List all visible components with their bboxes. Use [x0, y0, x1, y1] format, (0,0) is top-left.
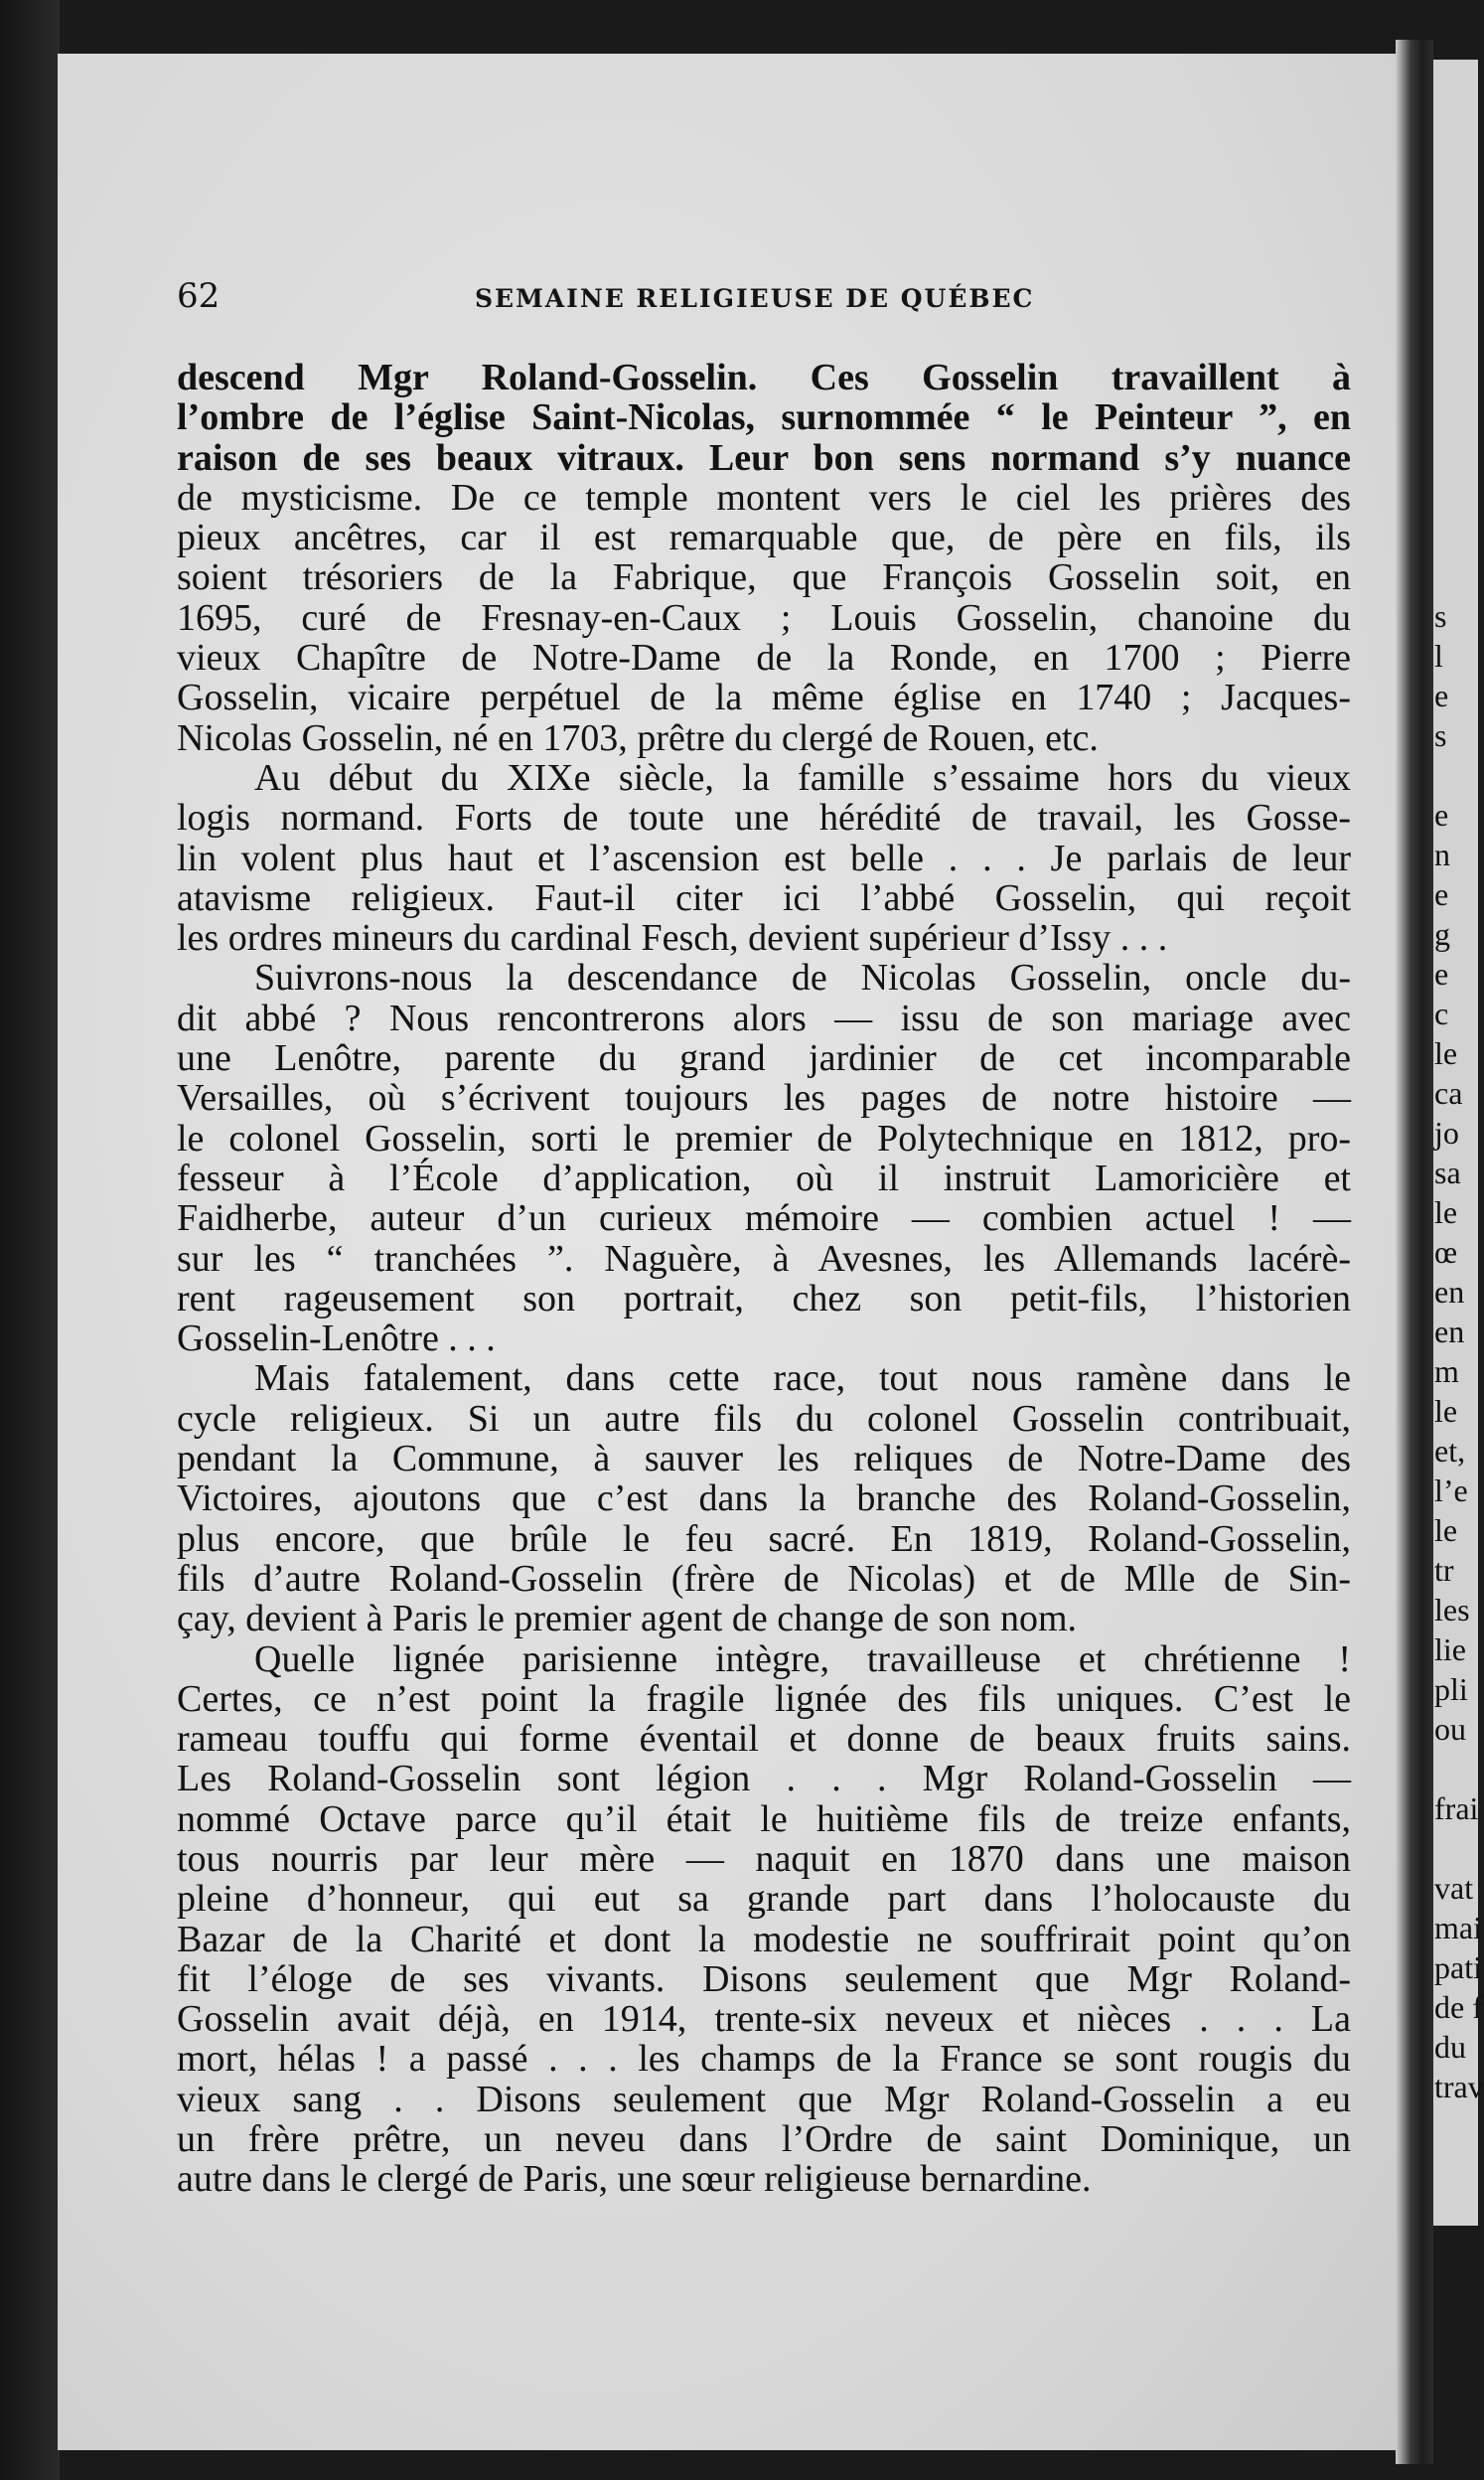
facing-page-fragment: le: [1434, 1194, 1458, 1230]
text-line: nommé Octave parce qu’il était le huitième fils de treize enfants,: [177, 1797, 1351, 1840]
text-line: fesseur à l’École d’application, où il instruit Lamoricière et: [177, 1157, 1351, 1199]
facing-page-fragment: e: [1434, 956, 1449, 992]
text-line: pieux ancêtres, car il est remarquable que, de père en fils, ils: [177, 517, 1351, 559]
facing-page-fragment: en: [1434, 1274, 1465, 1310]
facing-page-fragment: e: [1434, 678, 1449, 713]
text-line: Gosselin, vicaire perpétuel de la même église en 1740 ; Jacques-: [177, 677, 1351, 719]
text-line: rent rageusement son portrait, chez son petit-fils, l’historien: [177, 1277, 1351, 1319]
text-line: le colonel Gosselin, sorti le premier de Polytechnique en 1812, pro-: [177, 1117, 1351, 1160]
text-line: Certes, ce n’est point la fragile lignée des fils uniques. C’est le: [177, 1677, 1351, 1720]
text-line: Faidherbe, auteur d’un curieux mémoire — combien actuel ! —: [177, 1197, 1351, 1240]
facing-page-fragment: en: [1434, 1314, 1465, 1349]
text-line: Mais fatalement, dans cette race, tout nous ramène dans le: [254, 1357, 1351, 1400]
text-line: Versailles, où s’écrivent toujours les pages de notre histoire —: [177, 1077, 1351, 1120]
paragraph: [177, 358, 1351, 758]
text-line: Quelle lignée parisienne intègre, travailleuse et chrétienne !: [254, 1637, 1351, 1680]
facing-page-fragment: [1434, 1749, 1478, 1788]
facing-page-fragment: les: [1434, 1592, 1470, 1628]
text-line: Gosselin avait déjà, en 1914, trente-six neveux et nièces . . . La: [177, 1998, 1351, 2041]
page-header: [177, 276, 1359, 326]
text-line: tous nourris par leur mère — naquit en 1870 dans une maison: [177, 1837, 1351, 1880]
facing-page-fragment: mai: [1434, 1910, 1482, 1945]
facing-page-fragment: s: [1434, 717, 1447, 753]
facing-page-fragment: [1434, 1828, 1478, 1868]
facing-page-fragment: jo: [1434, 1115, 1459, 1151]
text-line: lin volent plus haut et l’ascension est belle . . . Je parlais de leur: [177, 837, 1351, 879]
facing-page-fragment: le: [1434, 1512, 1458, 1548]
text-line: çay, devient à Paris le premier agent de change de son nom.: [177, 1598, 1078, 1640]
facing-page-fragment: s: [1434, 598, 1447, 634]
text-line: Victoires, ajoutons que c’est dans la branche des Roland-Gosselin,: [177, 1477, 1351, 1520]
facing-page-fragment: [1434, 755, 1478, 795]
facing-page-fragment: l’e: [1434, 1472, 1468, 1508]
text-line: dit abbé ? Nous rencontrerons alors — issu de son mariage avec: [177, 997, 1351, 1039]
text-line: logis normand. Forts de toute une hérédité de travail, les Gosse-: [177, 797, 1351, 840]
facing-page-fragment: ou: [1434, 1711, 1466, 1747]
facing-page-fragment: du: [1434, 2029, 1466, 2065]
text-line: mort, hélas ! a passé . . . les champs de la France se sont rougis du: [177, 2038, 1351, 2081]
text-line: vieux Chapître de Notre-Dame de la Ronde, en 1700 ; Pierre: [177, 637, 1351, 680]
facing-page-fragment: l: [1434, 638, 1443, 674]
text-line: vieux sang . . Disons seulement que Mgr Roland-Gosselin a eu: [177, 2078, 1351, 2120]
facing-page-fragment: pli: [1434, 1671, 1468, 1707]
text-line: 1695, curé de Fresnay-en-Caux ; Louis Gosselin, chanoine du: [177, 596, 1351, 639]
text-line: pleine d’honneur, qui eut sa grande part dans l’holocauste du: [177, 1878, 1351, 1921]
text-line: l’ombre de l’église Saint-Nicolas, surnommée “ le Peinteur ”, en: [177, 396, 1351, 439]
text-line: rameau touffu qui forme éventail et donne de beaux fruits sains.: [177, 1718, 1351, 1761]
facing-page-fragment: pati: [1434, 1949, 1482, 1985]
facing-page-fragment: œ: [1434, 1234, 1458, 1270]
text-line: un frère prêtre, un neveu dans l’Ordre de saint Dominique, un: [177, 2118, 1351, 2161]
facing-page-fragment: lie: [1434, 1631, 1466, 1667]
page-gutter-shadow: [1396, 40, 1433, 2464]
text-line: Bazar de la Charité et dont la modestie ne souffrirait point qu’on: [177, 1918, 1351, 1960]
facing-page-fragment: le: [1434, 1393, 1458, 1429]
facing-page-fragment: g: [1434, 916, 1450, 952]
facing-page-fragment: c: [1434, 996, 1449, 1031]
text-line: Au début du XIXe siècle, la famille s’essaime hors du vieux: [254, 756, 1351, 799]
facing-page-fragment: frai: [1434, 1790, 1479, 1826]
text-line: de mysticisme. De ce temple montent vers le ciel les prières des: [177, 476, 1351, 519]
facing-page-fragment: e: [1434, 797, 1449, 833]
paragraph: [177, 1358, 1351, 1638]
facing-page-fragment: tr: [1434, 1552, 1454, 1588]
text-line: atavisme religieux. Faut-il citer ici l’abbé Gosselin, qui reçoit: [177, 876, 1351, 919]
text-line: raison de ses beaux vitraux. Leur bon sens normand s’y nuance: [177, 436, 1351, 479]
text-line: Suivrons-nous la descendance de Nicolas Gosselin, oncle du-: [254, 957, 1351, 1000]
facing-page-fragment: le: [1434, 1035, 1458, 1071]
text-line: plus encore, que brûle le feu sacré. En 1819, Roland-Gosselin,: [177, 1517, 1351, 1560]
paragraph: [177, 758, 1351, 958]
facing-page-fragment: trav: [1434, 2069, 1484, 2104]
text-line: une Lenôtre, parente du grand jardinier de cet incomparable: [177, 1037, 1351, 1080]
facing-page-fragment: m: [1434, 1353, 1459, 1389]
text-line: autre dans le clergé de Paris, une sœur religieuse bernardine.: [177, 2158, 1092, 2201]
body-text: [177, 358, 1351, 2200]
text-line: fils d’autre Roland-Gosselin (frère de Nicolas) et de Mlle de Sin-: [177, 1557, 1351, 1600]
text-line: soient trésoriers de la Fabrique, que François Gosselin soit, en: [177, 556, 1351, 599]
facing-page-fragment: et,: [1434, 1433, 1466, 1469]
facing-page-text-fragments: [1434, 596, 1484, 2106]
text-line: les ordres mineurs du cardinal Fesch, devient supérieur d’Issy . . .: [177, 917, 1168, 960]
paragraph: [177, 1639, 1351, 2200]
facing-page-fragment: de f: [1434, 1989, 1483, 2025]
scan-border-left: [0, 0, 60, 2480]
facing-page-fragment: sa: [1434, 1155, 1461, 1190]
page-number: 62: [177, 276, 221, 316]
text-line: Gosselin-Lenôtre . . .: [177, 1318, 496, 1360]
text-line: cycle religieux. Si un autre fils du colonel Gosselin contribuait,: [177, 1397, 1351, 1440]
running-head: SEMAINE RELIGIEUSE DE QUÉBEC: [475, 284, 1035, 313]
facing-page-fragment: n: [1434, 837, 1450, 872]
paragraph: [177, 958, 1351, 1358]
text-line: pendant la Commune, à sauver les reliques de Notre-Dame des: [177, 1438, 1351, 1480]
text-line: fit l’éloge de ses vivants. Disons seulement que Mgr Roland-: [177, 1957, 1351, 2000]
text-line: Les Roland-Gosselin sont légion . . . Mgr Roland-Gosselin —: [177, 1758, 1351, 1800]
facing-page-fragment: e: [1434, 876, 1449, 912]
facing-page-fragment: ca: [1434, 1075, 1463, 1111]
text-line: descend Mgr Roland-Gosselin. Ces Gosselin travaillent à: [177, 357, 1351, 398]
text-line: sur les “ tranchées ”. Naguère, à Avesnes, les Allemands lacérè-: [177, 1237, 1351, 1280]
facing-page-fragment: vat: [1434, 1870, 1474, 1906]
text-line: Nicolas Gosselin, né en 1703, prêtre du clergé de Rouen, etc.: [177, 716, 1099, 759]
